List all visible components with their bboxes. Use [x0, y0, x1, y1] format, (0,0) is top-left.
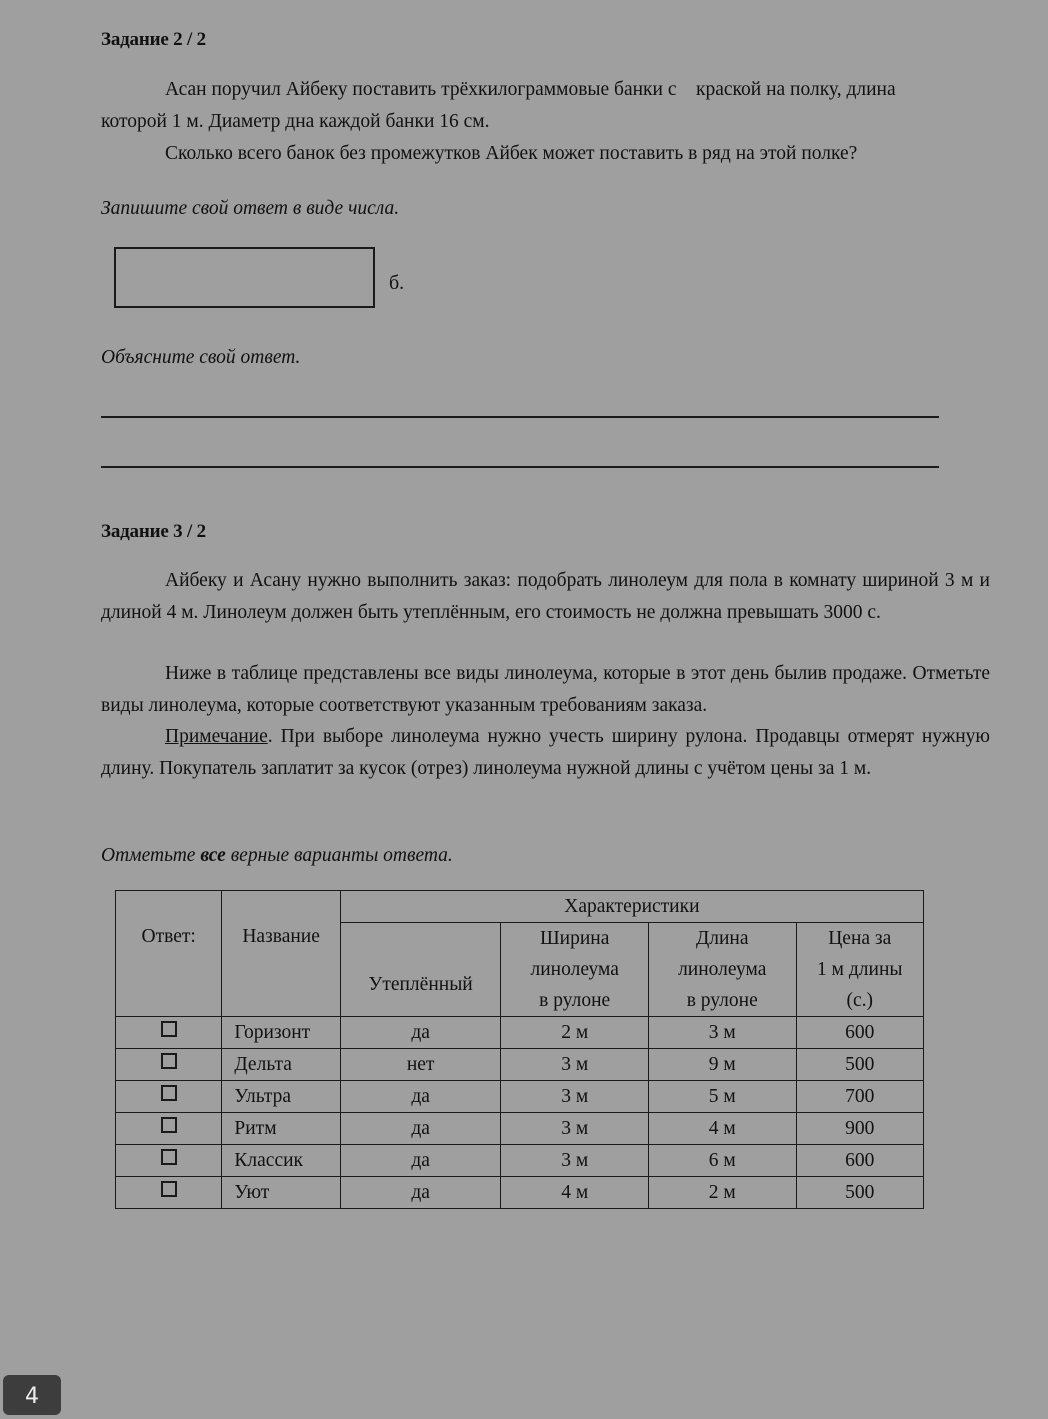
checkbox-gorizont[interactable]	[161, 1021, 177, 1037]
header-characteristics: Характеристики	[340, 891, 923, 923]
name-cell: Уют	[222, 1177, 340, 1209]
task-2-paragraph-1	[101, 74, 990, 137]
name-cell: Классик	[222, 1145, 340, 1177]
length-cell: 4 м	[648, 1113, 796, 1145]
instruction-text-bold: все	[200, 845, 226, 866]
insulated-cell: да	[340, 1113, 501, 1145]
explanation-line-2[interactable]	[101, 466, 939, 468]
checkbox-uyut[interactable]	[161, 1181, 177, 1197]
answer-input-box[interactable]	[114, 247, 375, 308]
price-cell: 900	[796, 1113, 923, 1145]
width-cell: 4 м	[501, 1177, 649, 1209]
table-row	[116, 1145, 924, 1177]
name-cell: Дельта	[222, 1049, 340, 1081]
name-cell: Горизонт	[222, 1017, 340, 1049]
task-2-instruction: Запишите свой ответ в виде числа.	[101, 198, 400, 219]
header-name: Название	[222, 891, 340, 1017]
table-row	[116, 1081, 924, 1113]
task-2-text-line-1: Асан поручил Айбеку поставить трёхкилограммовые банки с краской на полку, длина	[165, 79, 896, 100]
width-cell: 3 м	[501, 1049, 649, 1081]
checkbox-ritm[interactable]	[161, 1117, 177, 1133]
header-roll-width: Ширина линолеума в рулоне	[501, 923, 649, 1017]
table-row	[116, 1049, 924, 1081]
task-2-question	[101, 138, 990, 170]
task-3-paragraph-1	[101, 565, 990, 628]
answer-cell	[116, 1049, 222, 1081]
header-insulated: Утеплённый	[340, 923, 501, 1017]
explanation-line-1[interactable]	[101, 416, 939, 418]
task-3-title: Задание 3 / 2	[101, 521, 206, 542]
header-answer: Ответ:	[116, 891, 222, 1017]
insulated-cell: да	[340, 1177, 501, 1209]
table-row	[116, 1017, 924, 1049]
explain-label: Объясните свой ответ.	[101, 347, 301, 368]
name-cell: Ритм	[222, 1113, 340, 1145]
length-cell: 5 м	[648, 1081, 796, 1113]
width-cell: 3 м	[501, 1145, 649, 1177]
task-3-paragraph-2-text: Ниже в таблице представлены все виды линолеума, которые в этот день былив продаже. Отметьте виды линолеума, которые соответствуют указанным требованиям заказа.	[101, 663, 990, 716]
width-cell: 3 м	[501, 1113, 649, 1145]
note-text: . При выборе линолеума нужно учесть ширину рулона. Продавцы отмерят нужную длину. Покупатель заплатит за кусок (отрез) линолеума нужной длины с учётом цены за 1 м.	[101, 726, 990, 779]
checkbox-delta[interactable]	[161, 1053, 177, 1069]
task-3-paragraph-1-text: Айбеку и Асану нужно выполнить заказ: подобрать линолеум для пола в комнату шириной 3 м и длиной 4 м. Линолеум должен быть утеплённым, его стоимость не должна превышать 3000 с.	[101, 570, 990, 623]
answer-cell	[116, 1081, 222, 1113]
task-3-instruction	[101, 845, 453, 867]
task-3-paragraph-2	[101, 658, 990, 721]
table-header-row-1	[116, 891, 924, 923]
price-cell: 700	[796, 1081, 923, 1113]
length-cell: 2 м	[648, 1177, 796, 1209]
table-row	[116, 1113, 924, 1145]
task-3-note	[101, 721, 990, 784]
insulated-cell: да	[340, 1145, 501, 1177]
checkbox-klassik[interactable]	[161, 1149, 177, 1165]
price-cell: 500	[796, 1049, 923, 1081]
insulated-cell: нет	[340, 1049, 501, 1081]
answer-cell	[116, 1177, 222, 1209]
answer-cell	[116, 1017, 222, 1049]
price-cell: 600	[796, 1145, 923, 1177]
length-cell: 3 м	[648, 1017, 796, 1049]
insulated-cell: да	[340, 1081, 501, 1113]
header-roll-length: Длина линолеума в рулоне	[648, 923, 796, 1017]
table-row	[116, 1177, 924, 1209]
instruction-text-pre: Отметьте	[101, 845, 201, 866]
answer-cell	[116, 1113, 222, 1145]
page-number-badge: 4	[3, 1375, 61, 1415]
answer-unit: б.	[389, 272, 405, 294]
name-cell: Ультра	[222, 1081, 340, 1113]
width-cell: 2 м	[501, 1017, 649, 1049]
checkbox-ultra[interactable]	[161, 1085, 177, 1101]
task-2-title: Задание 2 / 2	[101, 29, 206, 50]
length-cell: 6 м	[648, 1145, 796, 1177]
task-2-text-line-2: которой 1 м. Диаметр дна каждой банки 16 см.	[101, 110, 490, 132]
insulated-cell: да	[340, 1017, 501, 1049]
header-price-per-meter: Цена за 1 м длины (с.)	[796, 923, 923, 1017]
width-cell: 3 м	[501, 1081, 649, 1113]
length-cell: 9 м	[648, 1049, 796, 1081]
price-cell: 500	[796, 1177, 923, 1209]
answer-cell	[116, 1145, 222, 1177]
task-2-question-text: Сколько всего банок без промежутков Айбек может поставить в ряд на этой полке?	[165, 143, 858, 164]
note-label: Примечание	[165, 726, 268, 747]
instruction-text-post: верные варианты ответа.	[225, 845, 453, 866]
linoleum-table	[115, 890, 924, 1209]
price-cell: 600	[796, 1017, 923, 1049]
